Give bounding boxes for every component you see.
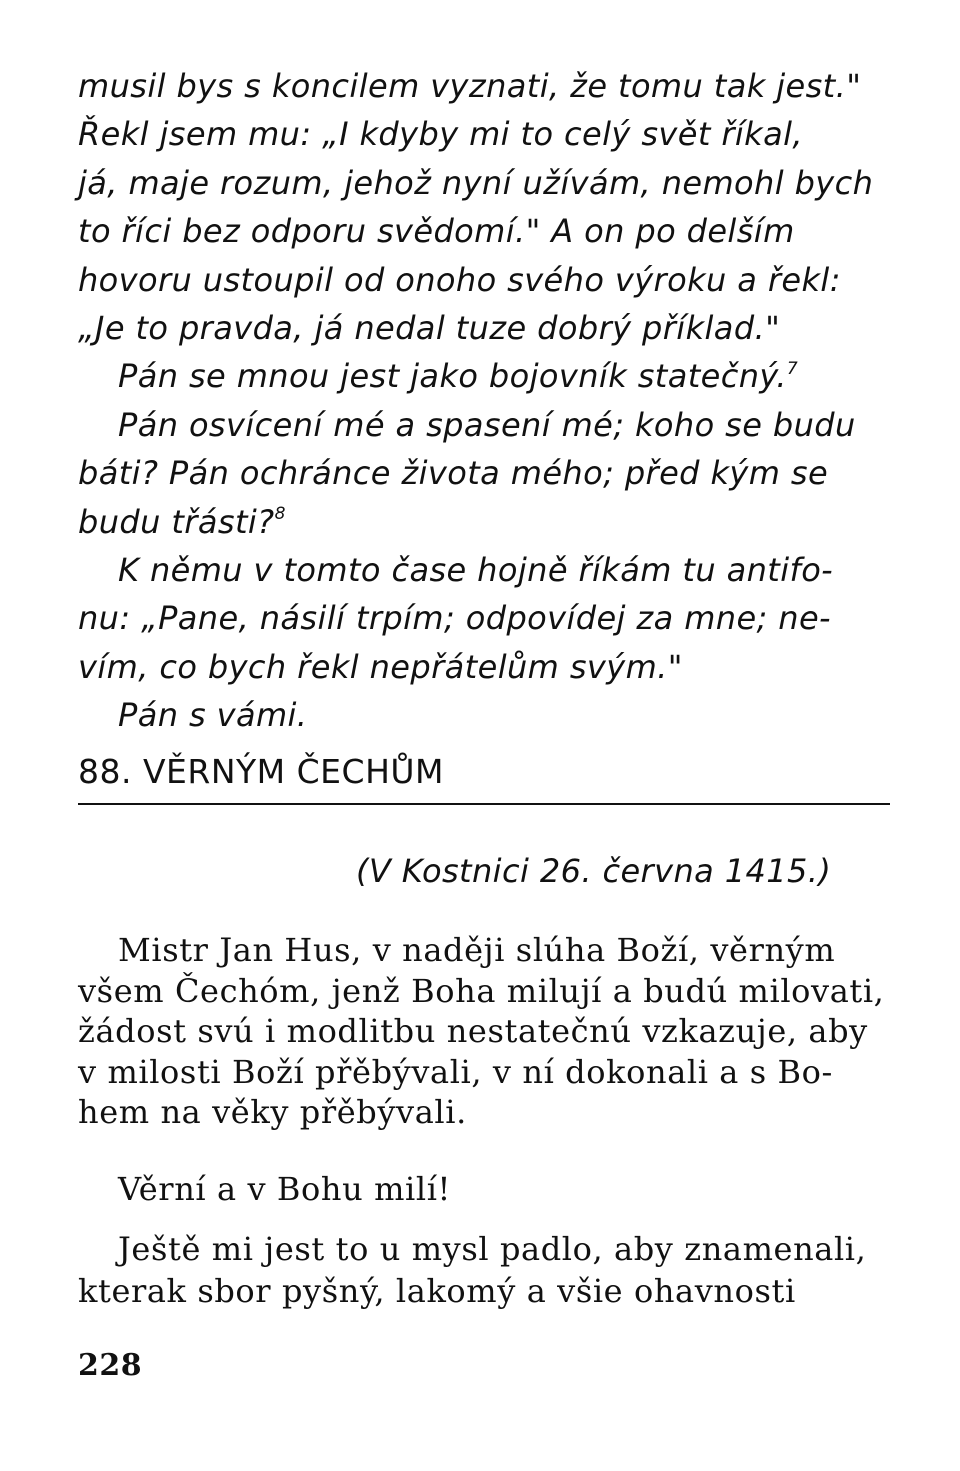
text-line: v milosti Boží přěbývali, v ní dokonali a s Bo-	[78, 1052, 833, 1091]
text-line: kterak sbor pyšný, lakomý a všie ohavnosti	[78, 1272, 796, 1310]
text-line: Pán s vámi.	[118, 696, 308, 735]
text-line	[78, 498, 890, 546]
verse-text: Pán se mnou jest jako bojovník statečný.	[118, 357, 787, 396]
text-line: hem na věky přěbývali.	[78, 1093, 467, 1132]
text-line: všem Čechóm, jenž Boha milují a budú milovati,	[78, 971, 885, 1010]
text-line: to říci bez odporu svědomí." A on po delším	[78, 212, 795, 251]
divider	[78, 803, 890, 805]
text-line: já, maje rozum, jehož nyní užívám, nemohl bych	[78, 163, 874, 202]
text-line: musil bys s koncilem vyznati, že tomu tak jest."	[78, 67, 862, 105]
text-line: hovoru ustoupil od onoho svého výroku a řekl:	[78, 260, 841, 299]
footnote-mark: 8	[274, 504, 286, 524]
text-line: „Je to pravda, já nedal tuze dobrý příklad."	[78, 309, 781, 348]
text-line: K němu v tomto čase hojně říkám tu antifo-	[118, 551, 834, 590]
text-line: Řekl jsem mu: „I kdyby mi to celý svět říkal,	[78, 115, 803, 154]
verse-text: budu třásti?	[78, 502, 275, 541]
salutation: Věrní a v Bohu milí!	[118, 1170, 451, 1208]
text-line: Mistr Jan Hus, v naději slúha Boží, věrným	[118, 931, 836, 969]
italic-text-block	[78, 62, 890, 740]
paragraph	[78, 1228, 890, 1312]
dateline: (V Kostnici 26. června 1415.)	[356, 852, 832, 890]
text-line: nu: „Pane, násilí trpím; odpovídej za mne; ne-	[78, 599, 832, 638]
footnote-mark: 7	[786, 358, 799, 379]
text-line: Ještě mi jest to u mysl padlo, aby znamenali,	[118, 1230, 867, 1268]
letter-opening	[78, 930, 890, 1133]
text-line: žádost svú i modlitbu nestatečnú vzkazuje, aby	[78, 1012, 868, 1051]
page-number: 228	[78, 1348, 143, 1383]
text-line: vím, co bych řekl nepřátelům svým."	[78, 647, 683, 686]
text-line	[78, 352, 890, 400]
text-line: báti? Pán ochránce života mého; před kým se	[78, 454, 829, 493]
chapter-title: 88. VĚRNÝM ČECHŮM	[78, 752, 445, 791]
text-line: Pán osvícení mé a spasení mé; koho se budu	[118, 405, 856, 444]
